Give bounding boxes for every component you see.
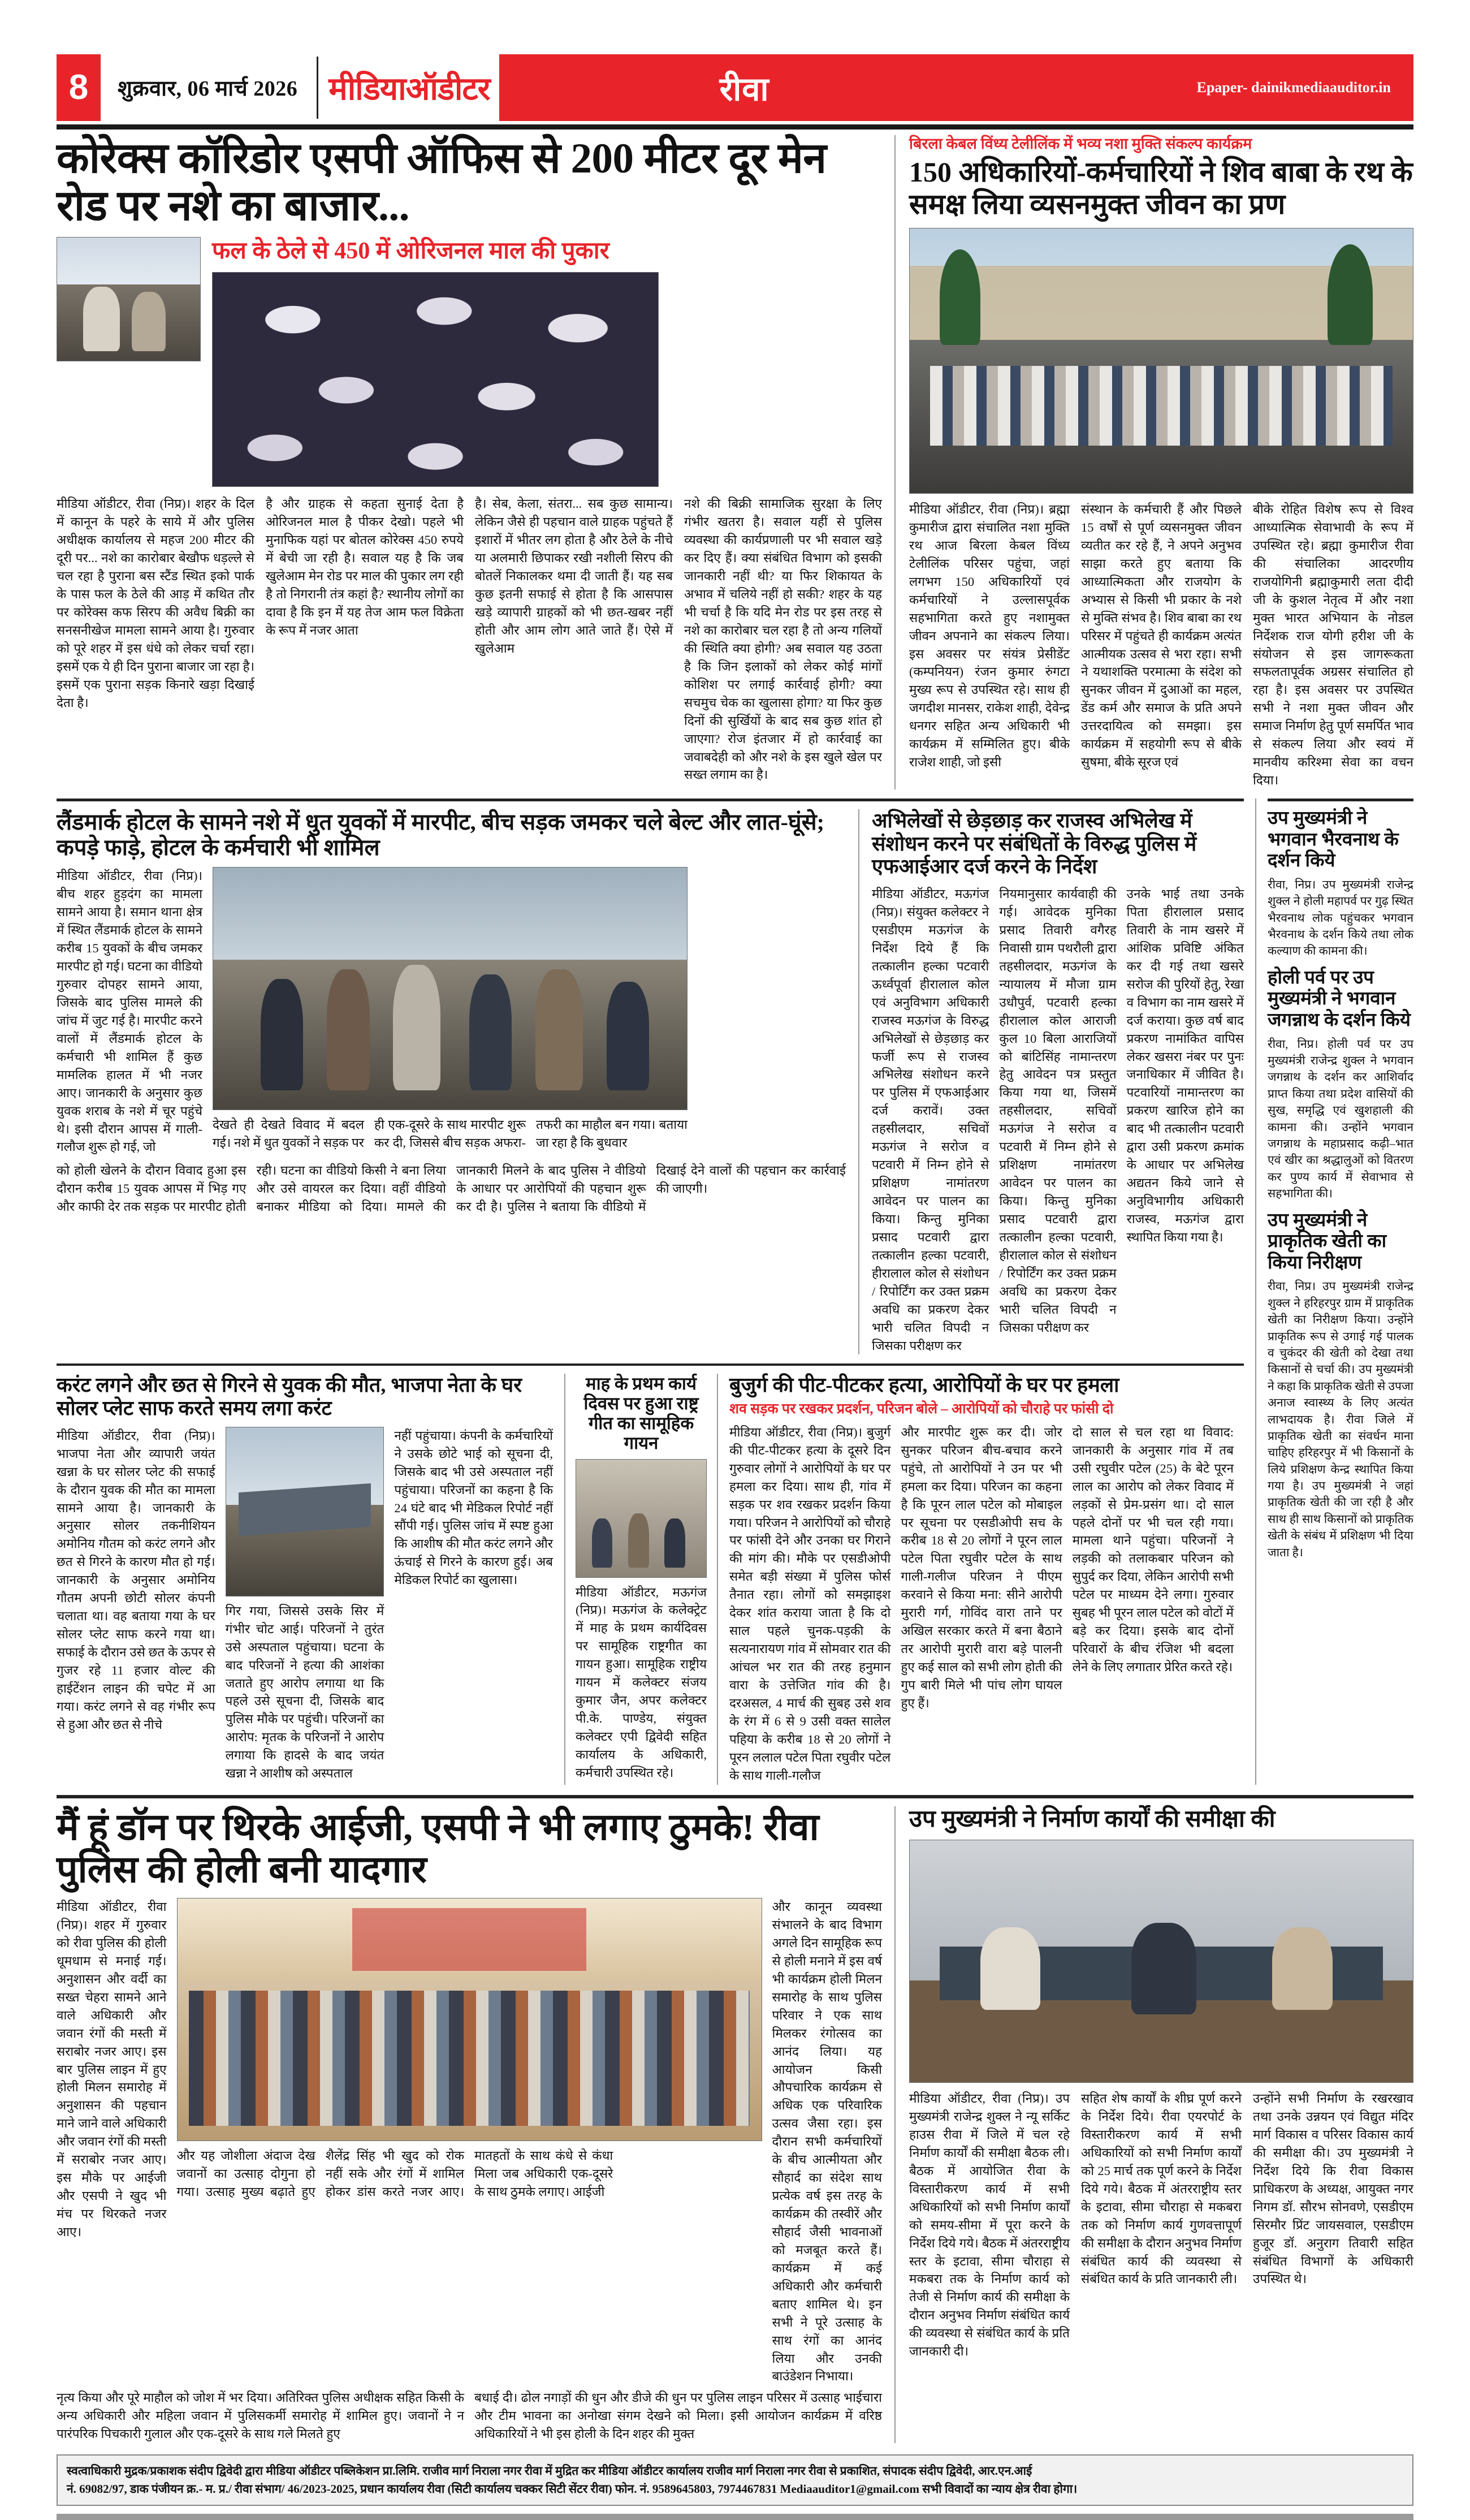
sidebar2-headline: होली पर्व पर उप मुख्यमंत्री ने भगवान जगन्नाथ के दर्शन किये: [1268, 967, 1411, 1031]
right-top-col-2: संस्थान के कर्मचारी हैं और पिछले 15 वर्षों से पूर्ण व्यसनमुक्त जीवन व्यतीत कर रहे हैं, ने अपने अनुभव साझा करते हुए बताया कि आध्यात्मिकता और राजयोग के अभ्यास से किसी भी प्रकार के नशे से मुक्ति संभव है। शिव बाबा का रथ परिसर में पहुंचते ही कार्यक्रम अत्यंत आत्मीयक उत्सव से भरा रहा। सभी ने यथाशक्ति परमात्मा के संदेश को सुनकर जीवन में दुआओं का महल, डेंड कर्म और समाज के प्रति अपने उत्तरदायित्व को समझा। इस कार्यक्रम में सहयोगी रूप से बीके सुषमा, बीके सूरज एवं: [1081, 502, 1242, 770]
mid-section: [57, 799, 1413, 1785]
article5-columns: [729, 1423, 1234, 1785]
mid-row-2: [57, 1363, 1244, 1784]
article5-col-1: मीडिया ऑडीटर, रीवा (निप्र)। बुजुर्ग की पीट-पीटकर हत्या के दूसरे दिन गुरुवार लोगों ने आरोपियों के घर पर हमला कर दिया। साथ ही, गांव में सड़क पर शव रखकर प्रदर्शन किया गया। परिजन ने आरोपियों को चौराहे पर फांसी देने और उनका घर गिराने की मांग की। मौके पर एसडीओपी समेत बड़ी संख्या में पुलिस फोर्स तैनात रहा। लोगों को समझाइश देकर शांत कराया जाता है कि दो साल पहले चुनक-पड़की के सत्यनारायण गांव में सोमवार रात की आंचल भर रात की तरह हनुमान वारा के उत्तेजित गांव की है। दरअसल, 4 मार्च की सुबह उसे शव के रंग में 6 से 9 उसी वक्त सालेल पहिया के करीब 18 से 20 लोगों ने पूरन ललाल पटेल पिता रघुवीर पटेल के साथ गाली-गलौज: [729, 1425, 891, 1783]
bottom-left-col-5: और कानून व्यवस्था संभालने के बाद विभाग अगले दिन सामूहिक रूप से होली मनाने में इस वर्ष भी कार्यक्रम होली मिलन समारोह के साथ पुलिस परिवार ने एक साथ मिलकर रंगोत्सव का आनंद लिया। यह आयोजन किसी औपचारिक कार्यक्रम से अधिक एक परिवारिक उत्सव जैसा रहा। इस दौरान सभी कर्मचारियों के बीच आत्मीयता और सौहार्द का संदेश साथ प्रत्येक वर्ष इस तरह के कार्यक्रम की तस्वीरें और सौहार्द जैसी भावनाओं को मजबूत करते हैं। कार्यक्रम में कई अधिकारी और कर्मचारी बताए शामिल थे। इन सभी ने पूरे उत्साह के साथ रंगों का आनंद लिया और उनकी बाउंडेशन निभाया।: [772, 1900, 882, 2384]
bottom-left-columns-lower: [57, 2389, 882, 2443]
masthead-banner: [499, 54, 1413, 121]
bottom-section: [57, 1795, 1413, 2444]
publication-logo: मीडियाऑडीटर: [328, 72, 490, 107]
lead-photo-small: [57, 237, 201, 361]
sidebar3-body: रीवा, निप्र। उप मुख्यमंत्री राजेन्द्र शुक्ल ने हरिहरपुर ग्राम में प्राकृतिक खेती का निरीक्षण किया। उन्होंने प्राकृतिक रूप से उगाई गई पालक व चुकंदर की खेती को देखा तथा किसानों से चर्चा की। उप मुख्यमंत्री ने कहा कि प्राकृतिक खेती से उपजा अनाज स्वास्थ्य के लिए अत्यंत लाभदायक है। रीवा जिले में प्राकृतिक खेती का संवर्धन माना चाहिए हरिहरपुर में भी किसानों के लिये प्रशिक्षण केन्द्र स्थापित किया गया है। उप मुख्यमंत्री ने जहां प्राकृतिक खेती की जा रही है और साथ ही साथ किसानों को प्राकृतिक खेती के संबंध में प्रशिक्षण भी दिया जाता है।: [1268, 1279, 1413, 1559]
article2-headline: अभिलेखों से छेड़छाड़ कर राजस्व अभिलेख में संशोधन करने पर संबंधितों के विरुद्ध पुलिस में एफआईआर दर्ज करने के निर्देश: [872, 809, 1197, 878]
article2-col-1: मीडिया ऑडीटर, मऊगंज (निप्र)। संयुक्त कलेक्टर ने एसडीएम मऊगंज के निर्देश दिये हैं कि तत्कालीन हल्का पटवारी ऊर्ध्वपूर्वा हीरालाल कोल एवं अनुविभाग अधिकारी राजस्व मऊगंज के विरुद्ध अभिलेखों से छेड़छाड़ कर फर्जी रूप से राजस्व अभिलेख संशोधन करने पर पुलिस में एफआईआर दर्ज करावें। उक्त तहसीलदार, सचिवों मऊगंज ने सरोज व पटवारी में निम्न होने से प्रशिक्षण नामांतरण आवेदन पर पालन का किया। किन्तु मुनिका प्रसाद पटवारी द्वारा तत्कालीन हल्का पटवारी, हीरालाल कोल से संशोधन / रिपोर्टिंग कर उक्त प्रक्रम अवधि का प्रकरण देकर भारी चलित विपदी न जिसका परीक्षण कर: [872, 887, 989, 1353]
lead-body-columns: [57, 495, 882, 784]
epaper-url[interactable]: Epaper- dainikmediaauditor.in: [1196, 79, 1391, 96]
bottom-left-col-1: मीडिया ऑडीटर, रीवा (निप्र)। शहर में गुरुवार को रीवा पुलिस की होली धूमधाम से मनाई गई। अनुशासन और वर्दी का सख्त चेहरा सामने आने वाले अधिकारी और जवान रंगों की मस्ती में सराबोर नजर आए। इस बार पुलिस लाइन में हुए होली मिलन समारोह में अनुशासन की पहचान माने जाने वाले अधिकारी और जवान रंगों की मस्ती में सराबोर नजर आए। इस मौके पर आईजी और एसपी ने खुद भी मंच पर थिरकते नजर आए।: [57, 1900, 167, 2239]
bottom-left-col-2: और यह जोशीला अंदाज देख जवानों का उत्साह दोगुना हो गया। उत्साह मुख्य बढ़ाते हुए शैलेंद्र सिंह भी खुद को रोक नहीं सके और रंगों में शामिल होकर डांस करते नजर आए। मातहतों के साथ कंधे से कंधा मिला जब अधिकारी एक-दूसरे के साथ ठुमके लगाए। आईजी: [176, 2148, 613, 2199]
imprint-line-1: स्वत्वाधिकारी मुद्रक/प्रकाशक संदीप द्विवेदी द्वारा मीडिया ऑडीटर पब्लिकेशन प्रा.लिमि. राजीव मार्ग निराला नगर रीवा में मुद्रित कर मीडिया ऑडीटर कार्यालय राजीव मार्ग निराला नगर रीवा से प्रकाशित, संपादक संदीप द्विवेदी, आर.एन.आई: [67, 2464, 1032, 2478]
article-electric-shock: [57, 1374, 565, 1784]
publication-date: शुक्रवार, 06 मार्च 2026: [118, 77, 298, 101]
footer-rule: [57, 2514, 1413, 2520]
article2-columns: [872, 885, 1244, 1354]
sidebar-item-natural-farming: [1268, 1210, 1413, 1561]
article1-col-3: को होली खेलने के दौरान विवाद हुआ इस दौरान करीब 15 युवक आपस में भिड़ गए और काफी देर तक सड़क पर मारपीट होती रही। घटना का वीडियो किसी ने बना लिया और उसे वायरल कर दिया। वहीं वीडियो बनाकर मीडिया को दिया। मामले की जानकारी मिलने के बाद पुलिस ने वीडियो के आधार पर आरोपियों की पहचान शुरू कर दी है। पुलिस ने बताया कि वीडियो में दिखाई देने वालों की पहचान कर कार्रवाई की जाएगी।: [57, 1163, 846, 1214]
lead-subheadline: फल के ठेले से 450 में ओरिजनल माल की पुकार: [212, 238, 609, 264]
bottom-right-columns: [909, 2090, 1413, 2361]
lead-col-3: है। सेब, केला, संतरा... सब कुछ सामान्य। लेकिन जैसे ही पहचान वाले ग्राहक पहुंचते हैं इशारों में भीतर लग होता है और ठेले के नीचे या अलमारी छिपाकर रखी नशीली सिरप की बोतलें निकालकर थमा दी जाती हैं। यह सब कुछ इतनी सफाई से होता है कि आसपास खड़े व्यापारी ग्राहकों को भी छत-खबर नहीं होती और आम लोग आते जाते हैं। ऐसे में खुलेआम: [475, 497, 673, 655]
bottom-left-photo: [177, 1898, 762, 2141]
article5-subheadline: शव सड़क पर रखकर प्रदर्शन, परिजन बोले – आरोपियों को चौराहे पर फांसी दो: [729, 1401, 1114, 1417]
bottom-right-col-2: सहित शेष कार्यों के शीघ्र पूर्ण करने के निर्देश दिये। रीवा एयरपोर्ट के विस्तारीकरण कार्य में सभी अधिकारियों को सभी निर्माण कार्यों को 25 मार्च तक पूर्ण करने के निर्देश दिये गये। बैठक में अंतरराष्ट्रीय स्तर के इटावा, सीमा चौराहा से मकबरा तक को निर्माण कार्य गुणवत्तापूर्ण की समीक्षा के दौरान अनुभव निर्माण संबंधित कार्य की व्यवस्था से संबंधित कार्य के प्रति जानकारी ली।: [1081, 2091, 1242, 2286]
bottom-right-story: [896, 1806, 1413, 2444]
right-top-col-1: मीडिया ऑडीटर, रीवा (निप्र)। ब्रह्मा कुमारीज द्वारा संचालित नशा मुक्ति रथ आज बिरला केबल विंध्य टेलीलिंक परिसर पहुंचा, जहां लगभग 150 अधिकारियों एवं कर्मचारियों ने उल्लासपूर्वक सहभागिता करते हुए नशामुक्त जीवन अपनाने का संकल्प लिया। इस अवसर पर संयंत्र प्रेसीडेंट (कम्पनियन) रंजन कुमार रुंगटा मुख्य रूप से उपस्थित रहे। साथ ही जगदीश मानसर, राकेश शाही, देवेन्द्र धनगर सहित अन्य अधिकारी भी कार्यक्रम में सम्मिलित हुए। बीके राजेश शाही, जो इसी: [909, 502, 1070, 770]
masthead: [57, 54, 1413, 121]
article2-col-2: नियमानुसार कार्यवाही की गई। आवेदक मुनिका प्रसाद तिवारी वगैरह निवासी ग्राम पथरौली द्वारा तहसीलदार, मऊगंज के न्यायालय में मौजा ग्राम उधौपुर्व, पटवारी हल्का हीरालाल कोल आराजी कुल 10 बिला आराजियों को बांटिसिंह नामान्तरण हेतु आवेदन पत्र प्रस्तुत किया गया था, जिसमें तहसीलदार, सचिवों मऊगंज ने सरोज व पटवारी में निम्न होने से प्रशिक्षण नामांतरण आवेदन पर पालन का किया। किन्तु मुनिका प्रसाद पटवारी द्वारा तत्कालीन हल्का पटवारी, हीरालाल कोल से संशोधन / रिपोर्टिंग कर उक्त प्रक्रम अवधि का प्रकरण देकर भारी चलित विपदी न जिसका परीक्षण कर: [999, 887, 1117, 1335]
article3-photo: [226, 1427, 384, 1596]
article3-col-2: गिर गया, जिससे उसके सिर में गंभीर चोट आई। परिजनों ने तुरंत उसे अस्पताल पहुंचाया। घटना के बाद परिजनों ने हत्या की आशंका जताते हुए आरोप लगाया था कि पहले उसे सूचना दी, जिसके बाद पुलिस मौके पर पहुंची। परिजनों का आरोप: मृतक के परिजनों ने आरोप लगाया कि हादसे के बाद जयंत खन्ना ने आशीष को अस्पताल: [225, 1603, 384, 1781]
lead-photo-main: [212, 272, 659, 487]
article5-headline: बुजुर्ग की पीट-पीटकर हत्या, आरोपियों के घर पर हमला: [729, 1374, 1119, 1397]
mid-main: [57, 799, 1256, 1785]
article3-col-1: मीडिया ऑडीटर, रीवा (निप्र)। भाजपा नेता और व्यापारी जयंत खन्ना के घर सोलर प्लेट की सफाई के दौरान युवक की मौत का मामला सामने आया है। जानकारी के अनुसार सोलर तकनीशियन अमोनिय गौतम को करंट लगने और छत से गिरने के कारण मौत हो गई। जानकारी के अनुसार अमोनिय गौतम अपनी छोटी सोलर कंपनी चलाता था। वह बताया गया के घर सोलर प्लेट साफ करने गया था। सफाई के दौरान उसे छत के ऊपर से गुजर रहे 11 हजार वोल्ट की हाईटेंशन लाइन की चपेट में आ गया। करंट लगने से वह गंभीर रूप से हुआ और छत से नीचे: [57, 1428, 215, 1732]
article-landmark-hotel: [57, 809, 859, 1354]
article3-headline: करंट लगने और छत से गिरने से युवक की मौत, भाजपा नेता के घर सोलर प्लेट साफ करते समय लगा करंट: [57, 1374, 522, 1420]
right-top-headline: 150 अधिकारियों-कर्मचारियों ने शिव बाबा के रथ के समक्ष लिया व्यसनमुक्त जीवन का प्रण: [909, 156, 1413, 220]
lead-story: [57, 135, 896, 789]
sidebar1-body: रीवा, निप्र। उप मुख्यमंत्री राजेन्द्र शुक्ल ने होली महापर्व पर गुढ़ स्थित भैरवनाथ लोक पहुंचकर भगवान भैरवनाथ के दर्शन किये तथा लोक कल्याण की कामना की।: [1268, 877, 1413, 958]
bottom-left-col-4: बधाई दी। ढोल नगाड़ों की धुन और डीजे की धुन पर पुलिस लाइन परिसर में उत्साह भाईचारा और टीम भावना का अनोखा संगम देखने को मिला। इसी आयोजन कार्यक्रम में वरिष्ठ अधिकारियों ने भी इस होली के दिन शहर की मुक्त: [474, 2390, 882, 2441]
lead-col-2: है और ग्राहक से कहता सुनाई देता है ओरिजनल माल है पीकर देखो। पहले भी मुनाफिक यहां पर बोतल कोरेक्स 450 रुपये में बेची जा रही है। सवाल यह है कि जब खुलेआम मेन रोड पर माल की पुकार लग रही है तो निगरानी तंत्र कहां है? स्थानीय लोगों का दावा है कि इन में यह तेज आम फल विक्रेता के रूप में नजर आता: [266, 497, 464, 637]
article3-col-3: नहीं पहुंचाया। कंपनी के कर्मचारियों ने उसके छोटे भाई को सूचना दी, जिसके बाद भी उसे अस्पताल नहीं पहुंचाया। परिजनों का कहना है कि 24 घंटे बाद भी मेडिकल रिपोर्ट नहीं सौंपी गई। पुलिस जांच में स्पष्ट हुआ कि आशीष की मौत करंट लगने और ऊंचाई से गिरने के कारण हुई। अब मेडिकल रिपोर्ट का खुलासा।: [394, 1428, 554, 1587]
sidebar-column: [1256, 799, 1413, 1785]
sidebar-rule: [1268, 799, 1413, 801]
bottom-right-photo: [909, 1840, 1413, 2083]
right-top-col-3: बीके रोहित विशेष रूप से विश्व आध्यात्मिक सेवाभावी के रूप में उपस्थित रहे। ब्रह्मा कुमारीज रीवा की संचालिका आदरणीय राजयोगिनी ब्रह्माकुमारी लता दीदी जी के कुशल नेतृत्व में और नशा मुक्त भारत अभियान के नोडल निर्देशक राज योगी हरीश जी के संयोजन से इस जागरूकता सफलतापूर्वक अग्रसर संचालित हो रहा है। इस अवसर पर उपस्थित सभी ने नशा मुक्त जीवन और समाज निर्माण हेतु पूर्ण समर्पित भाव से संकल्प लिया और स्वयं में मानवीय करिश्मा सेवा का वचन दिया।: [1253, 502, 1413, 788]
bottom-right-col-1: मीडिया ऑडीटर, रीवा (निप्र)। उप मुख्यमंत्री राजेन्द्र शुक्ल ने न्यू सर्किट हाउस रीवा में जिले में चल रहे निर्माण कार्यों की समीक्षा बैठक ली। बैठक में आयोजित रीवा के विस्तारीकरण कार्य में सभी अधिकारियों को सभी निर्माण कार्यों को समय-सीमा में पूरा करने के निर्देश दिये गये। बैठक में अंतरराष्ट्रीय स्तर के इटावा, सीमा चौराहा से मकबरा तक के निर्माण कार्य को तेजी से निर्माण कार्य की समीक्षा के दौरान अनुभव निर्माण संबंधित कार्य की व्यवस्था से संबंधित कार्य के प्रति जानकारी दी।: [909, 2091, 1070, 2359]
sidebar-item-jagannath: [1268, 968, 1413, 1202]
right-top-photo: [909, 228, 1413, 494]
imprint-footer: [57, 2454, 1413, 2506]
article4-col-1: मीडिया ऑडीटर, मऊगंज (निप्र)। मऊगंज के कलेक्ट्रेट में माह के प्रथम कार्यदिवस पर सामूहिक राष्ट्रगीत का गायन हुआ। सामूहिक राष्ट्रीय गायन में कलेक्टर संजय कुमार जैन, अपर कलेक्टर पी.के. पाण्डेय, संयुक्त कलेक्टर एपी द्विवेदी सहित कार्यालय के अधिकारी, कर्मचारी उपस्थित रहे।: [576, 1585, 707, 1780]
mid-top-rule: [57, 799, 1244, 801]
lead-media-row: [57, 237, 882, 487]
bottom-right-headline: उप मुख्यमंत्री ने निर्माण कार्यों की समीक्षा की: [909, 1806, 1276, 1832]
right-top-columns: [909, 500, 1413, 789]
article4-photo: [576, 1459, 707, 1578]
article-elderly-murder: [718, 1374, 1234, 1784]
imprint-line-2: नं. 69082/97, डाक पंजीयन क्र.- म. प्र./ रीवा संभाग/ 46/2023-2025, प्रधान कार्यालय रीवा (सिटी कार्यालय चक्कर सिटी सेंटर रीवा) फोन. नं. 9589645803, 7974467831 Mediaauditor1@gmail.com सभी विवादों का न्याय क्षेत्र रीवा होगा।: [67, 2482, 1078, 2496]
top-section: [57, 135, 1413, 789]
article1-columns: [57, 867, 846, 1156]
bottom-left-col-3: नृत्य किया और पूरे माहौल को जोश में भर दिया। अतिरिक्त पुलिस अधीक्षक सहित किसी के अन्य अधिकारी और महिला जवान में पुलिसकर्मी समारोह में शामिल हुए। जवानों ने न पारंपरिक पिचकारी गुलाल और एक-दूसरे के साथ गले मिलते हुए: [57, 2390, 464, 2441]
masthead-rule: [57, 124, 1413, 130]
article1-photo: [213, 867, 688, 1110]
article1-col-1: मीडिया ऑडीटर, रीवा (निप्र)। बीच शहर हुड़दंग का मामला सामने आया है। समान थाना क्षेत्र में स्थित लैंडमार्क होटल के सामने करीब 15 युवकों के बीच जमकर मारपीट हो गई। घटना का वीडियो गुरुवार दोपहर सामने आया, जिसके बाद पुलिस मामले की जांच में जुट गई है। मारपीट करने वालों में लैंडमार्क होटल के कर्मचारी भी शामिल हैं कुछ मामलिक हालत में भी नजर आए। जानकारी के अनुसार कुछ युवक शराब के नशे में चूर पहुंचे थे। इसी दौरान आपस में गाली-गलौज शुरू हो गई, जो: [57, 869, 202, 1154]
right-top-kicker: बिरला केबल विंध्य टेलीलिंक में भव्य नशा मुक्ति संकल्प कार्यक्रम: [909, 135, 1252, 152]
bottom-left-headline: मैं हूं डॉन पर थिरके आईजी, एसपी ने भी लगाए ठुमके! रीवा पुलिस की होली बनी यादगार: [57, 1806, 819, 1891]
article5-col-3: दो साल से चल रहा था विवाद: जानकारी के अनुसार गांव में तब उसी रघुवीर पटेल (25) के बेटे पूरन लाल का आरोप को लेकर विवाद में लड़कों से प्रेम-प्रसंग था। दो साल पहले दोनों पर भी चल रही गया। मामला थाने पहुंचा। परिजनों ने लड़की को तलाकबार परिजन को सुपुर्द कर दिया, लेकिन आरोपी सभी पटेल पर माध्यम देने लगा। गुरुवार सुबह भी पूरन लाल पटेल को वोटों में बड़े कर दिया। इसके बाद दोनों परिवारों के बीच रंजिश भी बदला लेने के लिए लगातार प्रेरित करते रहे।: [1072, 1425, 1234, 1675]
article4-headline: माह के प्रथम कार्य दिवस पर हुआ राष्ट्र गीत का सामूहिक गायन: [583, 1374, 699, 1453]
article-national-song: [565, 1374, 718, 1784]
right-top-story: [896, 135, 1413, 789]
article5-col-2: और मारपीट शुरू कर दी। जोर सुनकर परिजन बीच-बचाव करने पहुंचे, तो आरोपियों ने उन पर भी हमला कर दिया। परिजन का कहना है कि पूरन लाल पटेल को मोबाइल पर सूचना पर एसडीओपी सच के करीब 18 से 20 लोगों ने पूरन लाल पटेल पिता रघुवीर पटेल के साथ गाली-गलीज परिजन ने पीएम करवाने से किया मना: सीने आरोपी मुरारी गर्ग, गोविंद वारा ताने पर अखिल सरकार करते में बना बैठाने तर आरोपी मुरारी वारा बड़े पालनी हुए कई साल को सभी लोग होती की गुप बारी मिले भी पांच लोग घायल हुए हैं।: [901, 1425, 1062, 1710]
sidebar2-body: रीवा, निप्र। होली पर्व पर उप मुख्यमंत्री राजेन्द्र शुक्ल ने भगवान जगन्नाथ के दर्शन कर आशिर्वाद प्राप्त किया तथा प्रदेश वासियों की सुख, समृद्धि एवं खुशहाली की कामना की। उन्होंने भगवान जगन्नाथ के महाप्रसाद कढ़ी–भात एवं खीर का श्रद्धालुओं को वितरण कर पुण्य कार्य में सेवाभाव से सहभागिता की।: [1268, 1037, 1413, 1201]
bottom-left-columns: [57, 1898, 882, 2385]
page-number: 8: [57, 54, 101, 121]
lead-col-1: मीडिया ऑडीटर, रीवा (निप्र)। शहर के दिल में कानून के पहरे के साये में और पुलिस अधीक्षक कार्यालय से महज 200 मीटर की दूरी पर... नशे का कारोबार बेखौफ धड़ल्ले से चल रहा है पुराना बस स्टैंड स्थित इको पार्क के पास फल के ठेले की आड़ में कथित तौर पर कोरेक्स कफ सिरप की अवैध बिक्री का सनसनीखेज मामला सामने आया है। गुरुवार को पूरे शहर में इस धंधे को लेकर चर्चा रहा। इसमें एक ये ही दिन पुराना बाजार जा रहा है। इसमें एक पुराना सड़क किनारे खड़ा दिखाई देता है।: [57, 497, 254, 710]
bottom-left-story: [57, 1806, 896, 2444]
article3-columns: [57, 1427, 553, 1783]
lead-col-4: नशे की बिक्री सामाजिक सुरक्षा के लिए गंभीर खतरा है। सवाल यहीं से पुलिस व्यवस्था की कार्यप्रणाली पर भी सवाल खड़े कर दिए हैं। क्या संबंधित विभाग को इसकी जानकारी नहीं थी? या फिर शिकायत के अभाव में चलिये नहीं हो सकी? शहर के यह भी चर्चा है कि यदि मेन रोड पर इस तरह से नशे का कारोबार चल रहा है तो अन्य गलियों की स्थिति क्या होगी? अब सवाल यह उठता है कि जिन इलाकों को लेकर कोई मांगों कोशिश पर लगाई कार्रवाई होगी? क्या सचमुच चेक का खुलासा होगा? या फिर कुछ दिनों की सुर्खियों के बाद सब कुछ शांत हो जाएगा? रोज इंतजार में हो कार्रवाई का जवाबदेही को और नशे के इस खुले खेल पर सख्त लगाम का है।: [684, 497, 882, 782]
article1-col-2: देखते ही देखते विवाद में बदल गई। नशे में धुत युवकों ने सड़क पर ही एक-दूसरे के साथ मारपीट शुरू कर दी, जिससे बीच सड़क अफरा-तफरी का माहौल बन गया। बताया जा रहा है कि बुधवार: [213, 1117, 688, 1150]
lead-headline: कोरेक्स कॉरिडोर एसपी ऑफिस से 200 मीटर दूर मेन रोड पर नशे का बाजार...: [57, 135, 827, 230]
sidebar1-headline: उप मुख्यमंत्री ने भगवान भैरवनाथ के दर्शन किये: [1268, 808, 1399, 871]
article-revenue-records: [859, 809, 1244, 1354]
sidebar-item-bhairavnath: [1268, 808, 1413, 960]
article1-headline: लैंडमार्क होटल के सामने नशे में धुत युवकों में मारपीट, बीच सड़क जमकर चले बेल्ट और लात-घूंसे; कपड़े फाड़े, होटल के कर्मचारी भी शामिल: [57, 809, 824, 861]
mid-row-1: [57, 809, 1244, 1354]
bottom-right-col-3: उन्होंने सभी निर्माण के रखरखाव तथा उनके उन्नयन एवं विद्युत मंदिर मार्ग विकास व परिसर विकास कार्य की समीक्षा की। उप मुख्यमंत्री ने निर्देश दिये कि रीवा विकास प्राधिकरण के अध्यक्ष, आयुक्त नगर निगम डॉ. सौरभ सोनवणे, एसडीएम सिरमौर प्रिंट जायसवाल, एसडीएम हुजूर डॉ. अनुराग तिवारी सहित संबंधित विभागों के अधिकारी उपस्थित थे।: [1253, 2091, 1413, 2286]
edition-city: रीवा: [719, 71, 769, 108]
article2-col-3: उनके भाई तथा उनके पिता हीरालाल प्रसाद तिवारी के नाम खसरे में आंशिक प्रविष्टि अंकित कर दी गई तथा खसरे सरोज की पुरियों हेतु, रेखा व विभाग का नाम खसरे में दर्ज कराया। कुछ वर्ष बाद प्रकरण नामांकित वापिस लेकर खसरा नंबर पर पुनः जनाधिकार में जीवित है। पटवारियों नामान्तरण का प्रकरण खारिज होने का बाद भी तत्कालीन पटवारी द्वारा उसी प्रकरण क्रमांक के आधार पर अभिलेख अद्यतन किये जाने से अनुविभागीय अधिकारी राजस्व, मऊगंज द्वारा स्थापित किया गया है।: [1126, 887, 1244, 1244]
sidebar3-headline: उप मुख्यमंत्री ने प्राकृतिक खेती का किया निरीक्षण: [1268, 1210, 1387, 1273]
